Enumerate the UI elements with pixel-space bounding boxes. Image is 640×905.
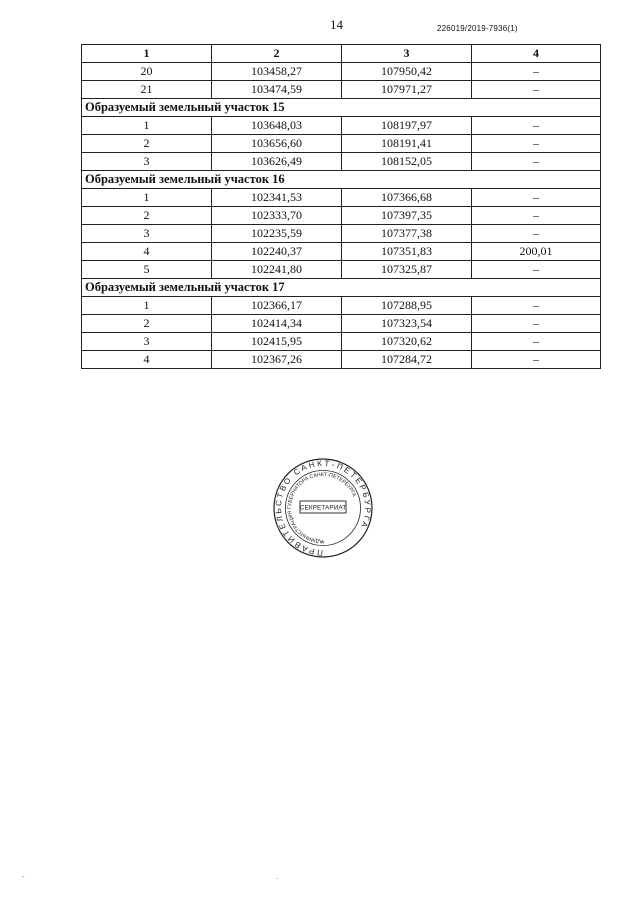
table-row	[82, 243, 601, 261]
table-cell: 102240,37	[212, 243, 342, 261]
table-cell: 108152,05	[342, 153, 472, 171]
table-cell: –	[472, 333, 601, 351]
table-cell: –	[472, 153, 601, 171]
table-cell: 4	[82, 351, 212, 369]
table-cell: 103474,59	[212, 81, 342, 99]
table-cell: 2	[82, 207, 212, 225]
table-cell: –	[472, 135, 601, 153]
column-header: 4	[472, 45, 601, 63]
table-cell: 3	[82, 333, 212, 351]
table-cell: 102367,26	[212, 351, 342, 369]
table-row	[82, 333, 601, 351]
table-cell: 102415,95	[212, 333, 342, 351]
table-cell: 2	[82, 315, 212, 333]
stamp-inner-text: АДМИНИСТРАЦИЯ ГУБЕРНАТОРА САНКТ-ПЕТЕРБУРГА	[287, 471, 357, 545]
table-row	[82, 63, 601, 81]
table-cell: 107397,35	[342, 207, 472, 225]
svg-text:*: *	[321, 541, 325, 547]
section-row	[82, 279, 601, 297]
table-cell: 1	[82, 189, 212, 207]
table-row	[82, 315, 601, 333]
stamp-center-text: СЕКРЕТАРИАТ	[299, 504, 347, 512]
coordinates-table	[81, 44, 601, 369]
table-row	[82, 261, 601, 279]
table-cell: 107325,87	[342, 261, 472, 279]
table-row	[82, 135, 601, 153]
column-header: 3	[342, 45, 472, 63]
table-cell: 3	[82, 225, 212, 243]
table-cell: 3	[82, 153, 212, 171]
table-header-row	[82, 45, 601, 63]
table-cell: 102414,34	[212, 315, 342, 333]
table-cell: 103656,60	[212, 135, 342, 153]
table-cell: –	[472, 189, 601, 207]
stamp-outer-text: ПРАВИТЕЛЬСТВО САНКТ-ПЕТЕРБУРГА	[273, 458, 373, 558]
table-row	[82, 207, 601, 225]
table-cell: 5	[82, 261, 212, 279]
table-row	[82, 225, 601, 243]
table-cell: 2	[82, 135, 212, 153]
page-number: 14	[330, 17, 343, 32]
table-cell: –	[472, 351, 601, 369]
table-row	[82, 153, 601, 171]
table-cell: 107950,42	[342, 63, 472, 81]
secretariat-stamp	[273, 458, 373, 558]
table-cell: –	[472, 207, 601, 225]
table-cell: 200,01	[472, 243, 601, 261]
table-cell: 102341,53	[212, 189, 342, 207]
table-cell: 4	[82, 243, 212, 261]
table-cell: 107323,54	[342, 315, 472, 333]
document-code: 226019/2019-7936(1)	[437, 24, 518, 33]
table-cell: 21	[82, 81, 212, 99]
table-cell: 102333,70	[212, 207, 342, 225]
table-cell: –	[472, 261, 601, 279]
table-cell: 107366,68	[342, 189, 472, 207]
table-cell: 108191,41	[342, 135, 472, 153]
table-cell: –	[472, 63, 601, 81]
column-header: 2	[212, 45, 342, 63]
section-title: Образуемый земельный участок 16	[82, 171, 601, 189]
table-row	[82, 117, 601, 135]
table-cell: 1	[82, 117, 212, 135]
table-cell: 20	[82, 63, 212, 81]
table-cell: 1	[82, 297, 212, 315]
table-row	[82, 297, 601, 315]
table-cell: 103626,49	[212, 153, 342, 171]
table-row	[82, 189, 601, 207]
table-cell: 103458,27	[212, 63, 342, 81]
table-row	[82, 81, 601, 99]
table-cell: 107288,95	[342, 297, 472, 315]
table-cell: 107377,38	[342, 225, 472, 243]
table-cell: 102235,59	[212, 225, 342, 243]
table-cell: 102241,80	[212, 261, 342, 279]
table-cell: 107320,62	[342, 333, 472, 351]
section-row	[82, 171, 601, 189]
table-cell: 103648,03	[212, 117, 342, 135]
table-cell: 107351,83	[342, 243, 472, 261]
table-cell: –	[472, 81, 601, 99]
table-row	[82, 351, 601, 369]
table-cell: –	[472, 117, 601, 135]
section-title: Образуемый земельный участок 15	[82, 99, 601, 117]
table-cell: –	[472, 315, 601, 333]
table-cell: 102366,17	[212, 297, 342, 315]
table-cell: 108197,97	[342, 117, 472, 135]
table-cell: –	[472, 297, 601, 315]
table-cell: –	[472, 225, 601, 243]
column-header: 1	[82, 45, 212, 63]
section-row	[82, 99, 601, 117]
table-cell: 107284,72	[342, 351, 472, 369]
table-cell: 107971,27	[342, 81, 472, 99]
section-title: Образуемый земельный участок 17	[82, 279, 601, 297]
